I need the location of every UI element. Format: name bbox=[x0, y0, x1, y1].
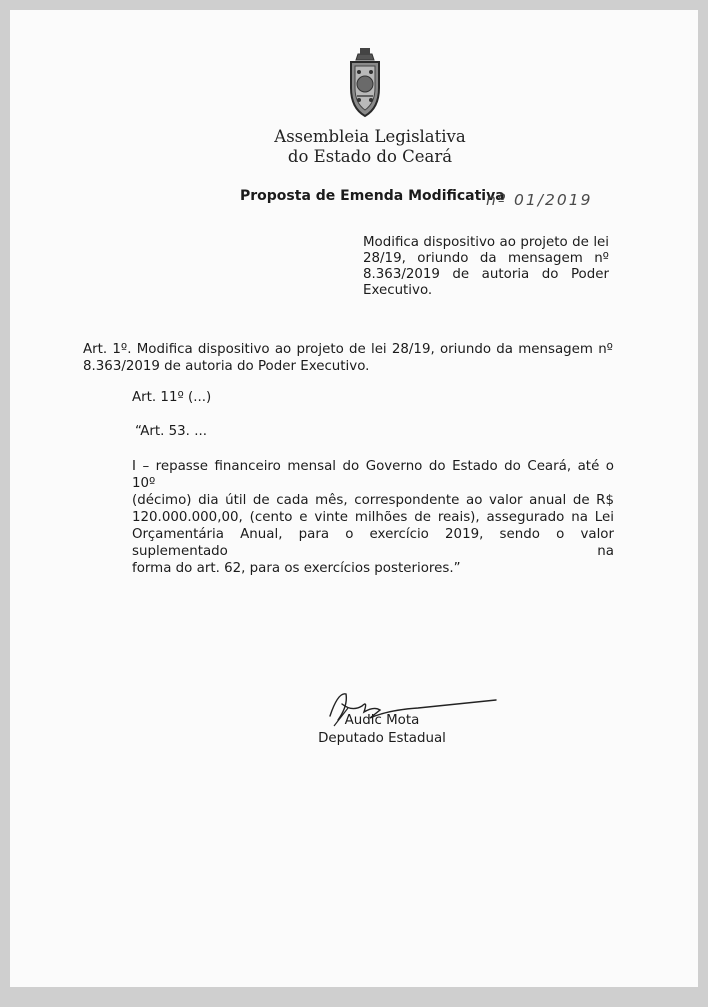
inciso-line: forma do art. 62, para os exercícios posteriores.” bbox=[132, 561, 461, 576]
inciso-line: I – repasse financeiro mensal do Governo do Estado do Ceará, até o 10º bbox=[132, 459, 614, 491]
document-page bbox=[10, 10, 698, 987]
institution-line-1: Assembleia Legislativa bbox=[274, 127, 466, 146]
handwritten-number: nº 01/2019 bbox=[486, 191, 593, 209]
article-1 bbox=[83, 341, 613, 375]
inciso-line: 120.000.000,00, (cento e vinte milhões de reais), assegurado na Lei bbox=[132, 510, 614, 525]
institution-name bbox=[210, 127, 530, 167]
ementa-line: Executivo. bbox=[363, 283, 433, 298]
signer-name: Audic Mota bbox=[344, 713, 420, 728]
ementa-line: 8.363/2019 de autoria do Poder bbox=[363, 267, 609, 282]
ementa bbox=[363, 235, 609, 283]
document-title: Proposta de Emenda Modificativa bbox=[240, 188, 505, 204]
ementa-line: 28/19, oriundo da mensagem nº bbox=[363, 251, 609, 266]
inciso-line: (décimo) dia útil de cada mês, correspondente ao valor anual de R$ bbox=[132, 493, 614, 508]
institution-line-2: do Estado do Ceará bbox=[287, 147, 453, 166]
article-1-line-1: Art. 1º. Modifica dispositivo ao projeto de lei 28/19, oriundo da mensagem nº bbox=[83, 342, 613, 357]
article-1-line-2: 8.363/2019 de autoria do Poder Executivo. bbox=[83, 359, 370, 374]
article-11: Art. 11º (...) bbox=[132, 390, 212, 405]
inciso-line: Orçamentária Anual, para o exercício 2019, sendo o valor suplementado na bbox=[132, 527, 614, 559]
signer-block bbox=[312, 712, 452, 748]
ementa-line: Modifica dispositivo ao projeto de lei bbox=[363, 235, 609, 250]
signer-role: Deputado Estadual bbox=[318, 731, 446, 746]
state-coat-of-arms-icon bbox=[344, 48, 386, 120]
article-53: “Art. 53. ... bbox=[135, 424, 207, 439]
inciso-i bbox=[132, 458, 614, 577]
